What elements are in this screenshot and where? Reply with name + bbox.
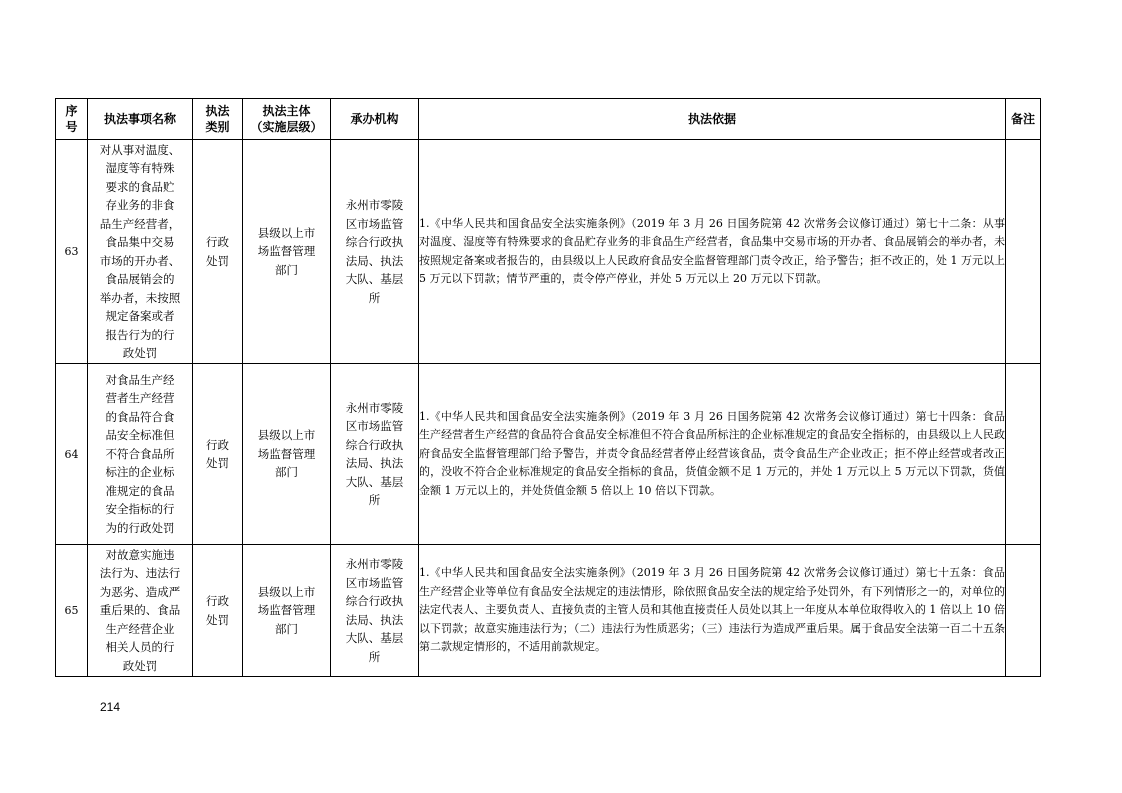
row-basis: 1.《中华人民共和国食品安全法实施条例》（2019 年 3 月 26 日国务院第 42 次常务会议修订通过）第七十二条：从事对温度、湿度等有特殊要求的食品贮存业务的非食品生产经营者，食品集中交易市场的开办者、食品展销会的举办者，未按照规定备案或者报告的，由县级以上人民政府食品安全监督管理部门责令改正，给予警告；拒不改正的，处 1 万元以上 5 万元以下罚款；情节严重的，责令停产停业，并处 5 万元以上 20 万元以下罚款。 bbox=[419, 140, 1006, 364]
row-seq: 63 bbox=[56, 140, 88, 364]
row-name: 对从事对温度、 湿度等有特殊 要求的食品贮 存业务的非食 品生产经营者， 食品集中交易 市场的开办者、 食品展销会的 举办者，未按照 规定备案或者 报告行为的行 政处罚 bbox=[88, 140, 193, 364]
row-remarks bbox=[1006, 140, 1041, 364]
header-agency: 承办机构 bbox=[331, 99, 419, 140]
row-basis: 1.《中华人民共和国食品安全法实施条例》（2019 年 3 月 26 日国务院第 42 次常务会议修订通过）第七十五条：食品生产经营企业等单位有食品安全法规定的违法情形，除依照食品安全法的规定给予处罚外，有下列情形之一的，对单位的法定代表人、主要负责人、直接负责的主管人员和其他直接责任人员处以其上一年度从本单位取得收入的 1 倍以上 10 倍以下罚款；故意实施违法行为；（二）违法行为性质恶劣；（三）违法行为造成严重后果。属于食品安全法第一百二十五条第二款规定情形的，不适用前款规定。 bbox=[419, 545, 1006, 677]
table-row bbox=[56, 364, 1041, 545]
header-remarks: 备注 bbox=[1006, 99, 1041, 140]
row-category: 行政 处罚 bbox=[193, 140, 243, 364]
row-subject: 县级以上市 场监督管理 部门 bbox=[243, 364, 331, 545]
row-name: 对故意实施违 法行为、违法行 为恶劣、造成严 重后果的、食品 生产经营企业 相关人员的行 政处罚 bbox=[88, 545, 193, 677]
table-row bbox=[56, 140, 1041, 364]
row-agency: 永州市零陵 区市场监管 综合行政执 法局、执法 大队、基层 所 bbox=[331, 364, 419, 545]
row-seq: 65 bbox=[56, 545, 88, 677]
row-subject: 县级以上市 场监督管理 部门 bbox=[243, 140, 331, 364]
header-row bbox=[56, 99, 1041, 140]
row-category: 行政 处罚 bbox=[193, 545, 243, 677]
row-subject: 县级以上市 场监督管理 部门 bbox=[243, 545, 331, 677]
row-name: 对食品生产经 营者生产经营 的食品符合食 品安全标准但 不符合食品所 标注的企业标 准规定的食品 安全指标的行 为的行政处罚 bbox=[88, 364, 193, 545]
row-agency: 永州市零陵 区市场监管 综合行政执 法局、执法 大队、基层 所 bbox=[331, 545, 419, 677]
row-seq: 64 bbox=[56, 364, 88, 545]
table-row bbox=[56, 545, 1041, 677]
page-number: 214 bbox=[100, 700, 121, 714]
row-category: 行政 处罚 bbox=[193, 364, 243, 545]
enforcement-table bbox=[55, 98, 1041, 677]
row-agency: 永州市零陵 区市场监管 综合行政执 法局、执法 大队、基层 所 bbox=[331, 140, 419, 364]
row-basis: 1.《中华人民共和国食品安全法实施条例》（2019 年 3 月 26 日国务院第 42 次常务会议修订通过）第七十四条：食品生产经营者生产经营的食品符合食品安全标准但不符合食品所标注的企业标准规定的食品安全指标的，由县级以上人民政府食品安全监督管理部门给予警告，并责令食品经营者停止经营该食品，责令食品生产企业改正；拒不停止经营或者改正的，没收不符合企业标准规定的食品安全指标的食品，货值金额不足 1 万元的，并处 1 万元以上 5 万元以下罚款，货值金额 1 万元以上的，并处货值金额 5 倍以上 10 倍以下罚款。 bbox=[419, 364, 1006, 545]
header-category: 执法 类别 bbox=[193, 99, 243, 140]
header-name: 执法事项名称 bbox=[88, 99, 193, 140]
header-seq: 序 号 bbox=[56, 99, 88, 140]
row-remarks bbox=[1006, 364, 1041, 545]
row-remarks bbox=[1006, 545, 1041, 677]
header-basis: 执法依据 bbox=[419, 99, 1006, 140]
header-subject: 执法主体 （实施层级） bbox=[243, 99, 331, 140]
